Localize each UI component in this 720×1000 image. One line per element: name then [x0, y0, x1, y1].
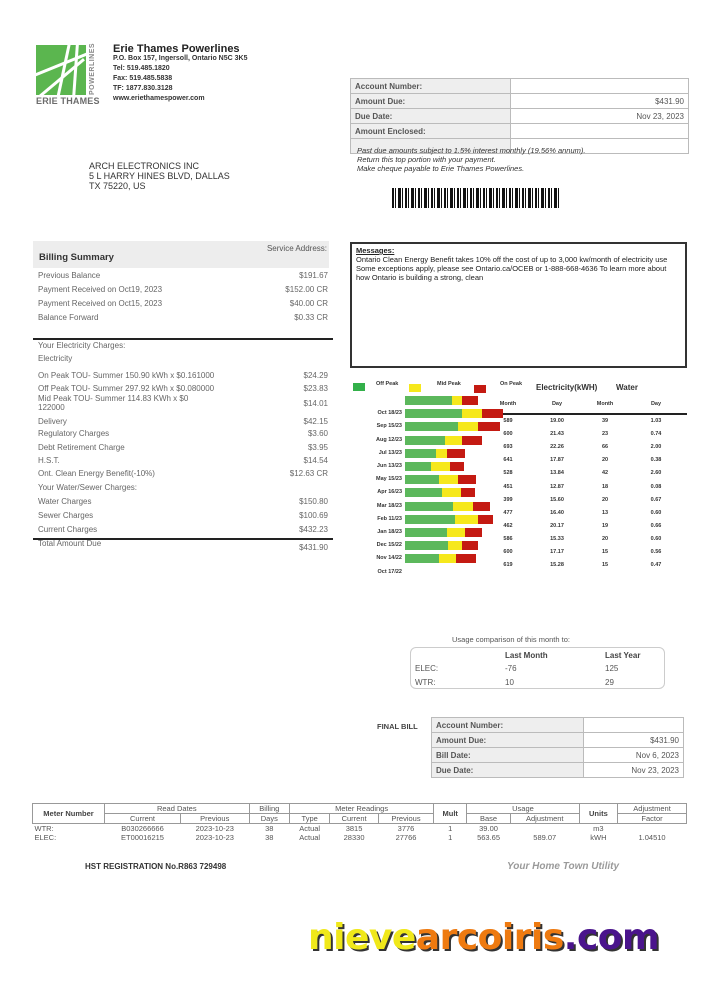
remit-label: Due Date: [351, 109, 511, 124]
bar-segment [455, 515, 478, 524]
summary-row: Payment Received on Oct19, 2023 $152.00 CR [38, 285, 328, 294]
customer-city: TX 75220, US [89, 181, 146, 191]
charge-row: Delivery $42.15 [38, 417, 328, 426]
chart-category-label: Jan 18/23 [377, 529, 402, 535]
bar-segment [439, 554, 456, 563]
bar-segment [405, 488, 442, 497]
bar-segment [431, 462, 450, 471]
logo-graphic [36, 45, 86, 95]
remit-label: Amount Due: [351, 94, 511, 109]
logo-text: ERIE THAMES [36, 96, 100, 106]
wtr-label: WTR: [415, 678, 436, 687]
bar-segment [405, 541, 448, 550]
final-bill-table [431, 717, 684, 778]
meter-row: WTR: B030266666 2023-10-23 38 Actual 3815 3776 1 39.00 m3 [34, 824, 604, 833]
bar-segment [405, 515, 455, 524]
h-mult: Mult [434, 804, 467, 824]
bar-segment [456, 554, 476, 563]
usage-table-cell: 15.28 [550, 562, 564, 569]
chart-category-label: Apr 16/23 [377, 489, 402, 496]
usage-table-cell: 1.03 [650, 418, 662, 424]
bar-segment [405, 462, 431, 471]
usage-table-cell: 17.87 [550, 457, 564, 464]
barcode [392, 188, 560, 208]
final-row [432, 748, 684, 763]
usage-table-cell: 66 [601, 444, 609, 451]
service-address-label: Service Address: [266, 244, 327, 253]
h-previous-reading: Previous [378, 814, 433, 824]
h-base: Base [467, 814, 511, 824]
note-return: Return this top portion with your payment. [357, 155, 496, 164]
col-water-month: Month [596, 401, 614, 407]
usage-table-cell: 19 [601, 522, 609, 529]
charge-row: On Peak TOU- Summer 150.90 kWh x $0.161000 $24.29 [38, 371, 328, 380]
remit-value [511, 79, 689, 94]
hst-registration: HST REGISTRATION No.R863 729498 [85, 862, 227, 871]
charge-row: H.S.T. $14.54 [38, 456, 328, 465]
h-days: Days [249, 814, 289, 824]
bar-segment [458, 475, 477, 484]
bar-segment [405, 554, 439, 563]
usage-table-cell: 18 [601, 483, 609, 490]
stacked-bar [405, 462, 464, 471]
electricity-kwh-title: Electricity(kWH) [536, 383, 598, 392]
bar-segment [405, 449, 436, 458]
col-elec-month: Month [499, 401, 517, 407]
usage-comparison-box [410, 647, 665, 689]
chart-category-label: May 15/23 [376, 476, 402, 483]
usage-table-cell: 15.33 [550, 535, 564, 542]
total-value: $431.90 [299, 543, 328, 552]
elec-last-month: -76 [505, 664, 517, 673]
charge-row: Debt Retirement Charge $3.95 [38, 443, 328, 452]
summary-row: Previous Balance $191.67 [38, 271, 328, 280]
stacked-bar [405, 409, 503, 418]
usage-table-cell: 20 [601, 535, 609, 542]
stacked-bar [405, 502, 490, 511]
charge-row: Off Peak TOU- Summer 297.92 kWh x $0.080000 $23.83 [38, 384, 328, 393]
usage-table-cell: 20 [601, 496, 609, 503]
customer-name: ARCH ELECTRONICS INC [89, 161, 200, 171]
usage-table-cell: 15 [601, 549, 609, 555]
bar-segment [452, 396, 463, 405]
h-current-date: Current [105, 814, 181, 824]
bar-segment [442, 488, 461, 497]
final-label: Bill Date: [432, 748, 584, 763]
usage-table-cell: 0.67 [650, 496, 662, 503]
legend-onpeak-swatch [474, 385, 486, 393]
water-header: Your Water/Sewer Charges: [38, 483, 138, 492]
messages-title: Messages: [356, 246, 395, 255]
h-usage-adjustment: Adjustment [510, 814, 579, 824]
usage-table-cell: 0.60 [650, 535, 662, 542]
billing-summary-header [33, 241, 329, 268]
bar-segment [462, 436, 482, 445]
remit-row [351, 94, 689, 109]
final-label: Due Date: [432, 763, 584, 778]
usage-table-cell: 22.26 [550, 444, 564, 451]
bar-segment [436, 449, 447, 458]
h-read-dates: Read Dates [105, 804, 250, 814]
usage-table-cell: 12.87 [550, 483, 564, 490]
usage-table-cell: 39 [601, 418, 609, 424]
stacked-bar [405, 515, 493, 524]
total-label: Total Amount Due [38, 539, 102, 548]
bar-segment [482, 409, 502, 418]
usage-table-cell: 2.60 [650, 470, 662, 477]
usage-table-cell: 42 [601, 470, 609, 477]
charge-row: Mid Peak TOU- Summer 114.83 KWh x $0 $14.01 122000 [38, 394, 328, 412]
remit-label: Account Number: [351, 79, 511, 94]
customer-address [89, 161, 230, 191]
h-billing: Billing [249, 804, 289, 814]
bar-segment [405, 528, 447, 537]
usage-table-cell: 16.40 [550, 509, 564, 516]
stacked-bar [405, 396, 478, 405]
elec-last-year: 125 [605, 664, 619, 673]
h-units: Units [579, 804, 617, 824]
water-title: Water [616, 383, 638, 392]
tagline: Your Home Town Utility [507, 861, 620, 872]
usage-table-cell: 2.00 [650, 444, 662, 451]
chart-category-label: Oct 18/23 [377, 410, 402, 417]
col-last-year: Last Year [605, 651, 641, 660]
usage-table-cell: 589 [503, 418, 513, 424]
legend-offpeak-label: Off Peak [376, 381, 399, 387]
usage-table-cell: 462 [503, 522, 513, 529]
usage-table-cell: 600 [503, 431, 513, 438]
stacked-bar [405, 554, 476, 563]
final-value: $431.90 [584, 733, 684, 748]
final-label: Amount Due: [432, 733, 584, 748]
h-meter-number: Meter Number [33, 804, 105, 824]
remit-label: Amount Enclosed: [351, 124, 511, 139]
h-type: Type [290, 814, 330, 824]
chart-category-label: Sep 15/23 [376, 423, 402, 430]
company-tel: Tel: 519.485.1820 [113, 65, 170, 72]
usage-table-cell: 0.08 [650, 483, 662, 490]
h-meter-readings: Meter Readings [290, 804, 434, 814]
usage-table-cell: 0.56 [650, 549, 662, 555]
usage-table-cell: 20.17 [550, 522, 564, 529]
usage-table-cell: 13.84 [550, 470, 564, 477]
divider [33, 338, 333, 340]
usage-table-cell: 0.74 [650, 431, 662, 438]
bar-segment [445, 436, 462, 445]
usage-table-cell: 19.00 [550, 418, 564, 424]
company-name: Erie Thames Powerlines [113, 43, 240, 55]
h-factor: Factor [618, 814, 687, 824]
col-elec-day: Day [551, 401, 563, 407]
final-value [584, 718, 684, 733]
water-row: Sewer Charges $100.69 [38, 511, 328, 520]
summary-row: Balance Forward $0.33 CR [38, 313, 328, 322]
stacked-bar [405, 475, 476, 484]
note-interest: Past due amounts subject to 1.5% interest monthly (19.56% annum). [357, 146, 586, 155]
billing-summary-title: Billing Summary [39, 252, 114, 263]
usage-table-cell: 641 [503, 457, 513, 464]
h-usage: Usage [467, 804, 579, 814]
wtr-last-year: 29 [605, 678, 614, 687]
watermark [308, 917, 659, 958]
legend-onpeak-label: On Peak [500, 381, 523, 387]
final-row [432, 718, 684, 733]
col-last-month: Last Month [505, 651, 548, 660]
usage-table-cell: 17.17 [550, 549, 564, 555]
bar-segment [462, 396, 478, 405]
bar-segment [439, 475, 458, 484]
legend-midpeak-swatch [409, 384, 421, 392]
electricity-header: Your Electricity Charges: [38, 341, 126, 350]
usage-table-cell: 528 [503, 470, 513, 477]
final-row [432, 763, 684, 778]
messages-body: Ontario Clean Energy Benefit takes 10% off the cost of up to 3,000 kw/month of electricity use Some exceptions apply, please see Ontario.ca/OCEB or 1-888-668-4636 To learn more about how Ontario is building a strong, clean [356, 255, 668, 282]
bar-segment [405, 502, 453, 511]
company-tollfree: TF: 1877.830.3128 [113, 85, 173, 92]
chart-category-label: Aug 12/23 [376, 436, 402, 443]
customer-street: 5 L HARRY HINES BLVD, DALLAS [89, 171, 230, 181]
final-value: Nov 6, 2023 [584, 748, 684, 763]
company-info [113, 44, 247, 104]
usage-table-cell: 399 [503, 496, 513, 503]
bar-segment [405, 475, 439, 484]
company-website[interactable]: www.eriethamespower.com [113, 95, 205, 102]
total-row [38, 539, 328, 552]
usage-table-cell: 619 [503, 562, 513, 569]
table-rule [482, 413, 687, 415]
elec-label: ELEC: [415, 664, 439, 673]
usage-table-cell: 15 [601, 562, 609, 569]
usage-table-cell: 0.47 [650, 562, 662, 569]
col-water-day: Day [650, 401, 662, 407]
usage-table-cell: 0.38 [650, 457, 662, 464]
bar-segment [405, 422, 458, 431]
meter-table [32, 803, 687, 842]
remit-row [351, 79, 689, 94]
company-address: P.O. Box 157, Ingersoll, Ontario N5C 3K5 [113, 55, 248, 62]
chart-category-label: Mar 18/23 [376, 502, 402, 509]
usage-table-cell: 451 [503, 483, 513, 490]
bar-segment [447, 528, 466, 537]
chart-category-label: Jul 13/23 [378, 449, 402, 456]
remittance-notes [357, 146, 585, 173]
bar-segment [453, 502, 473, 511]
usage-table-cell: 477 [503, 509, 513, 516]
remittance-table [350, 78, 689, 154]
bar-segment [458, 422, 478, 431]
usage-table-cell: 586 [503, 535, 513, 542]
messages-box [350, 242, 687, 368]
usage-table-cell: 600 [503, 549, 513, 555]
final-bill-label: FINAL BILL [377, 722, 418, 731]
watermark-part2: arcoiris [415, 917, 564, 958]
wtr-last-month: 10 [505, 678, 514, 687]
usage-table-cell: 693 [503, 444, 513, 451]
stacked-bar [405, 528, 482, 537]
usage-table-cell: 23 [601, 431, 609, 438]
remit-value: $431.90 [511, 94, 689, 109]
usage-table-cell: 21.43 [550, 431, 564, 438]
bar-segment [405, 396, 452, 405]
bar-segment [448, 541, 462, 550]
stacked-bar [405, 449, 465, 458]
remit-value: Nov 23, 2023 [511, 109, 689, 124]
remit-row [351, 109, 689, 124]
bar-segment [462, 541, 478, 550]
water-row: Water Charges $150.80 [38, 497, 328, 506]
bar-segment [461, 488, 475, 497]
stacked-bar [405, 541, 478, 550]
bar-segment [405, 409, 462, 418]
watermark-part3: .com [563, 917, 660, 958]
chart-category-label: Feb 11/23 [377, 515, 402, 522]
electricity-subheader: Electricity [38, 354, 73, 363]
usage-table-cell: 13 [601, 509, 609, 516]
bar-segment [465, 528, 482, 537]
charge-row: Regulatory Charges $3.60 [38, 429, 328, 438]
logo-vertical-text: POWERLINES [89, 42, 96, 95]
water-row: Current Charges $432.23 [38, 525, 328, 534]
charge-row: Ont. Clean Energy Benefit(-10%) $12.63 CR [38, 469, 328, 478]
stacked-bar [405, 436, 482, 445]
bar-segment [405, 436, 445, 445]
bar-segment [447, 449, 466, 458]
legend-midpeak-label: Mid Peak [437, 381, 461, 387]
chart-category-label: Jun 13/23 [376, 463, 402, 469]
bar-segment [462, 409, 482, 418]
watermark-part1: nieve [308, 917, 416, 958]
company-logo [36, 42, 102, 107]
stacked-bar [405, 488, 475, 497]
remit-row [351, 124, 689, 139]
legend-offpeak-swatch [353, 383, 365, 391]
summary-row: Payment Received on Oct15, 2023 $40.00 CR [38, 299, 328, 308]
final-row [432, 733, 684, 748]
final-label: Account Number: [432, 718, 584, 733]
remit-value [511, 124, 689, 139]
usage-table-cell: 0.60 [650, 509, 662, 516]
meter-row: ELEC: ET00016215 2023-10-23 38 Actual 28330 27766 1 563.65 589.07 kWH 1.04510 [34, 833, 666, 842]
h-previous-date: Previous [180, 814, 249, 824]
usage-table-cell: 15.60 [550, 496, 564, 503]
h-adjustment: Adjustment [618, 804, 687, 814]
company-fax: Fax: 519.485.5838 [113, 75, 173, 82]
bar-segment [450, 462, 464, 471]
chart-category-label: Oct 17/22 [377, 568, 402, 575]
usage-table-cell: 20 [601, 457, 609, 464]
usage-comparison-title: Usage comparison of this month to: [452, 635, 570, 644]
chart-category-label: Dec 15/22 [376, 542, 402, 549]
h-current-reading: Current [330, 814, 379, 824]
final-value: Nov 23, 2023 [584, 763, 684, 778]
note-cheque: Make cheque payable to Erie Thames Powerlines. [357, 164, 525, 173]
usage-table-cell: 0.66 [650, 522, 662, 529]
chart-category-label: Nov 14/22 [376, 555, 402, 562]
